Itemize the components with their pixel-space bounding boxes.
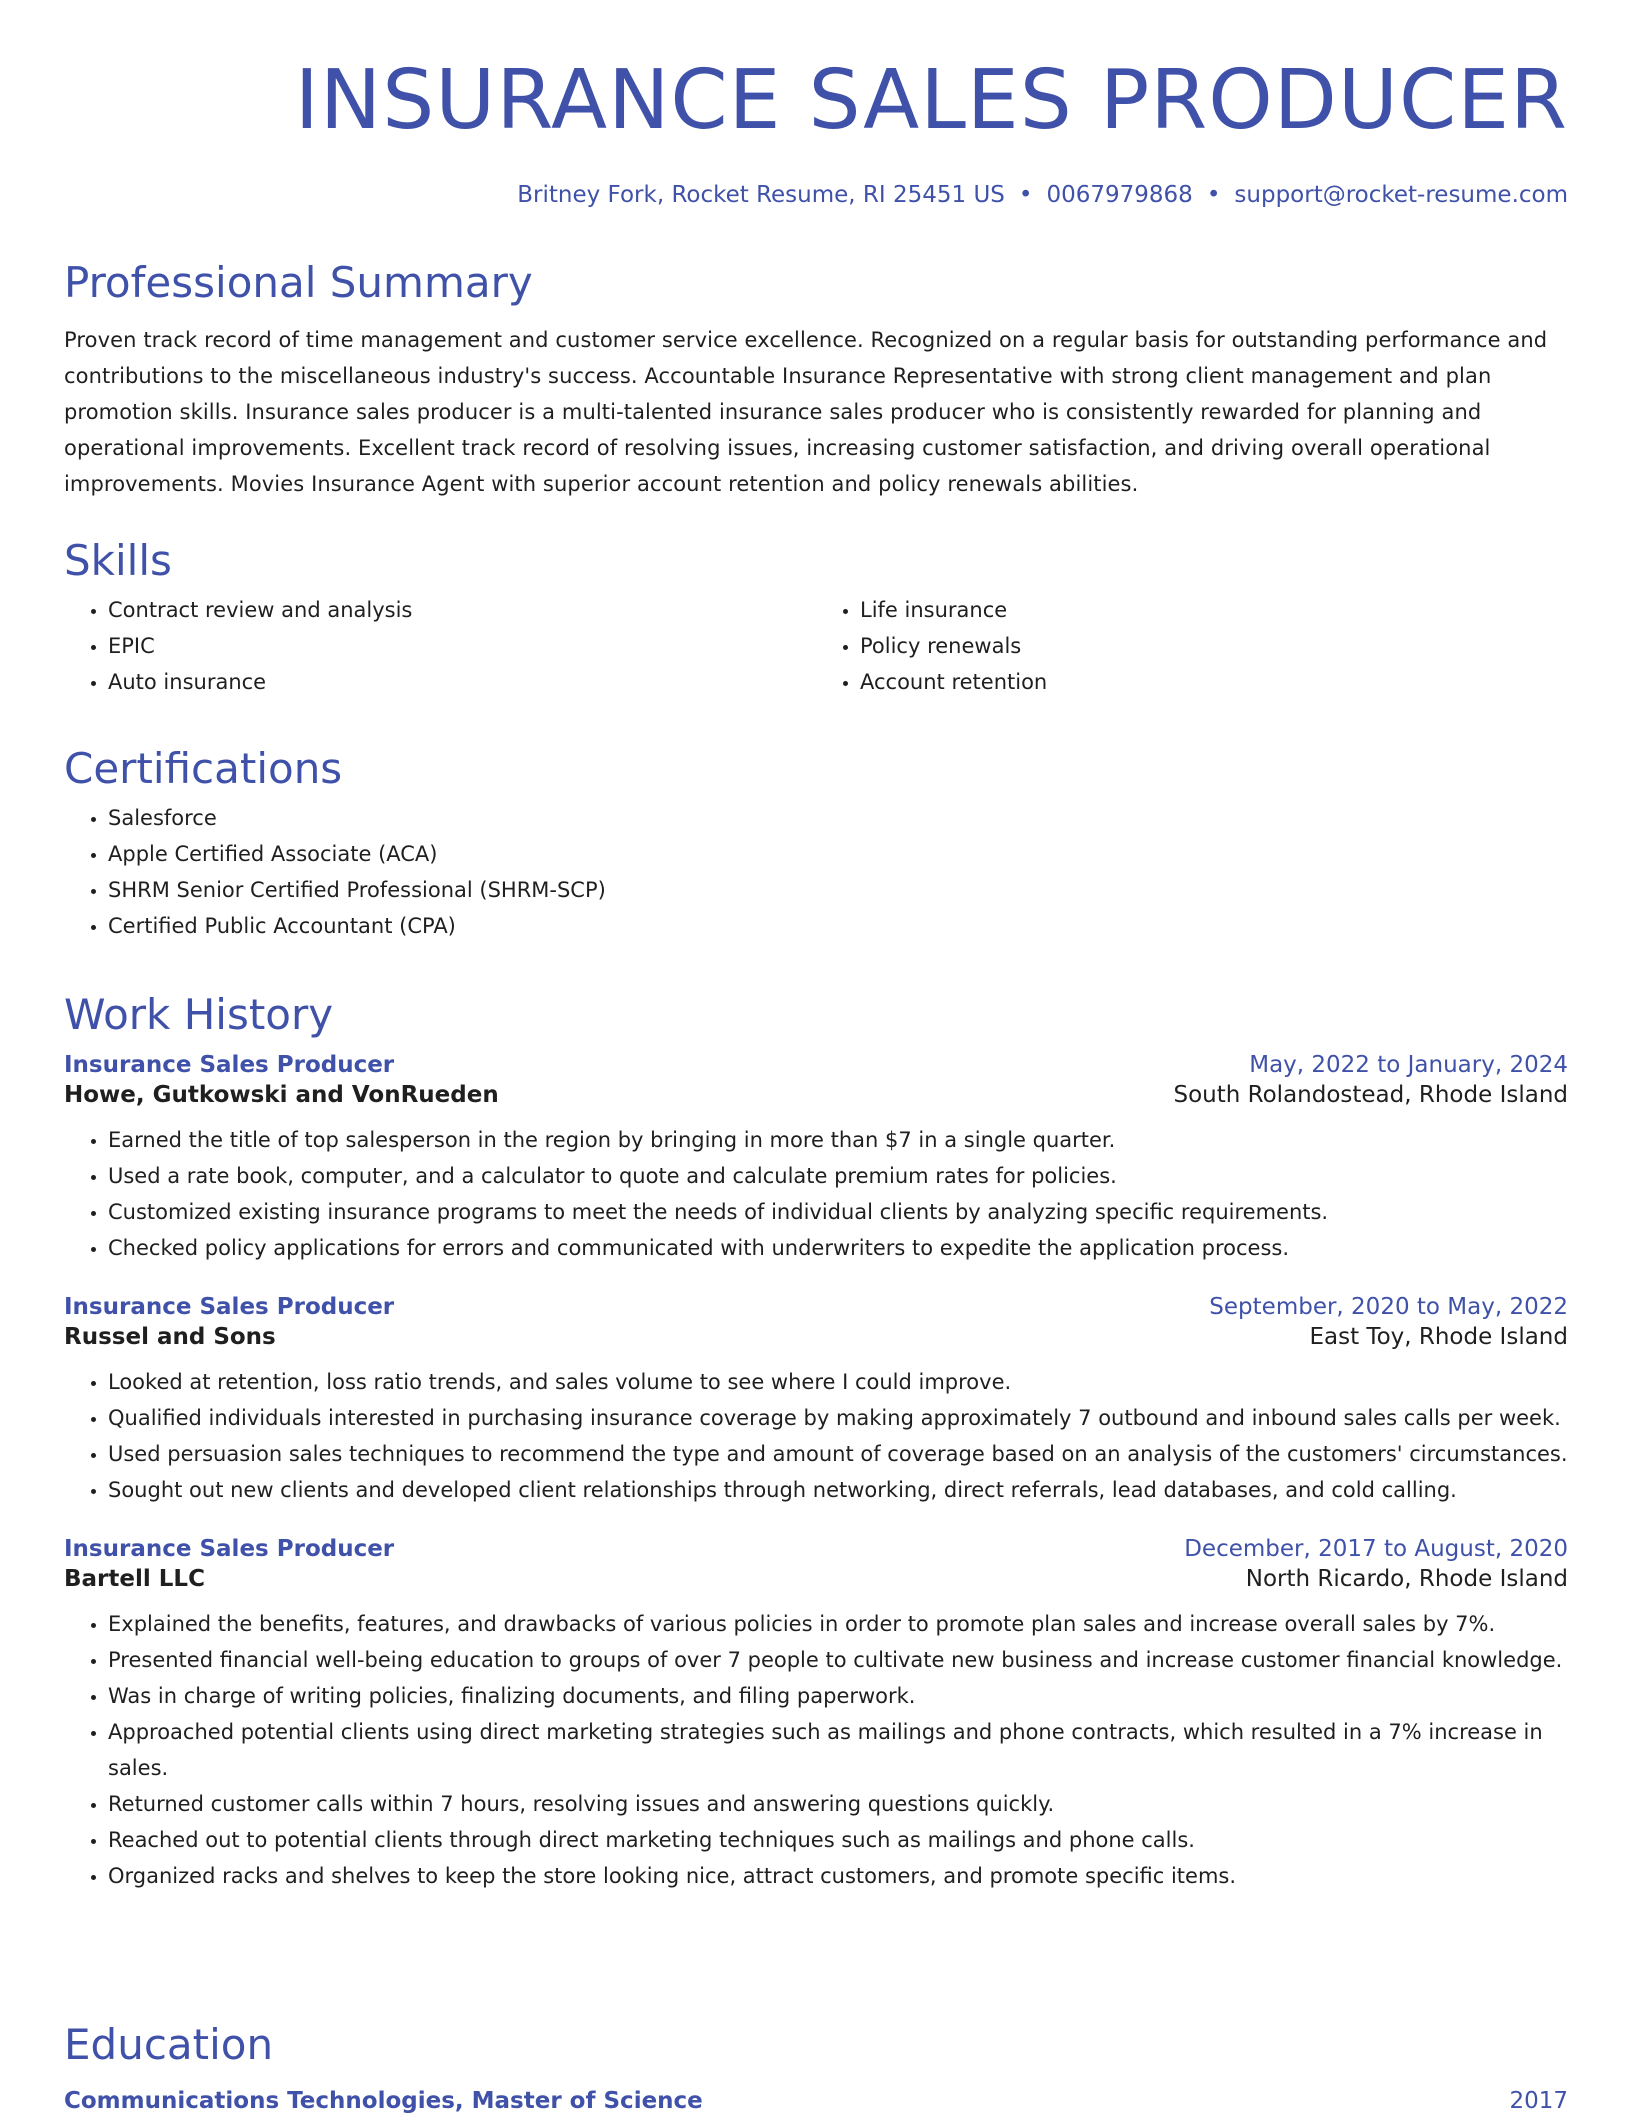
skill-item: • Contract review and analysis [108,592,816,628]
job-bullet: • Was in charge of writing policies, finalizing documents, and filing paperwork. [108,1678,1568,1714]
contact-separator: • [1206,182,1221,208]
job-bullets [64,1122,1568,1266]
job-bullet: • Used a rate book, computer, and a calculator to quote and calculate premium rates for policies. [108,1158,1568,1194]
certification-item: • SHRM Senior Certified Professional (SHRM-SCP) [108,872,1568,908]
skill-item: • Life insurance [860,592,1568,628]
certifications-heading: Certifications [64,744,343,793]
certifications-list [64,800,1568,944]
contact-separator: • [1018,182,1033,208]
job-bullet: • Sought out new clients and developed client relationships through networking, direct referrals, lead databases, and cold calling. [108,1472,1568,1508]
job-title: Insurance Sales Producer [64,1294,395,1321]
skill-item: • EPIC [108,628,816,664]
job-title: Insurance Sales Producer [64,1536,395,1563]
education-degree: Communications Technologies, Master of Science [64,2088,703,2114]
job-bullet: • Qualified individuals interested in purchasing insurance coverage by making approximately 7 outbound and inbound sales calls per week. [108,1400,1568,1436]
job-company: Russel and Sons [64,1324,276,1351]
skills-section [64,536,1568,700]
job-subheader [64,1324,1568,1350]
summary-section [64,258,1568,502]
education-heading: Education [64,2020,274,2069]
certifications-section [64,744,1568,944]
job-location: East Toy, Rhode Island [1309,1324,1568,1351]
job-title: Insurance Sales Producer [64,1052,395,1079]
job-bullet: • Customized existing insurance programs to meet the needs of individual clients by analyzing specific requirements. [108,1194,1568,1230]
skills-list-left [64,592,816,700]
job-bullet: • Checked policy applications for errors and communicated with underwriters to expedite the application process. [108,1230,1568,1266]
skill-item: • Policy renewals [860,628,1568,664]
job-entry [64,1294,1568,1508]
job-bullet: • Earned the title of top salesperson in the region by bringing in more than $7 in a single quarter. [108,1122,1568,1158]
summary-text: Proven track record of time management and customer service excellence. Recognized on a regular basis for outstanding performance and contributions to the miscellaneous industry's success. Accountable Insurance Representative with strong client management and plan promotion skills. Insurance sales producer is a multi-talented insurance sales producer who is consistently rewarded for planning and operational improvements. Excellent track record of resolving issues, increasing customer satisfaction, and driving overall operational improvements. Movies Insurance Agent with superior account retention and policy renewals abilities. [64,328,1548,497]
job-entry [64,1052,1568,1266]
certification-item: • Certified Public Accountant (CPA) [108,908,1568,944]
education-year: 2017 [1509,2088,1568,2114]
summary-heading: Professional Summary [64,258,533,307]
job-bullet: • Used persuasion sales techniques to recommend the type and amount of coverage based on an analysis of the customers' circumstances. [108,1436,1568,1472]
skill-item: • Auto insurance [108,664,816,700]
job-dates: September, 2020 to May, 2022 [1209,1294,1568,1321]
contact-phone[interactable]: 0067979868 [1046,182,1193,208]
job-subheader [64,1082,1568,1108]
contact-line [64,182,1568,208]
certification-item: • Apple Certified Associate (ACA) [108,836,1568,872]
skills-grid [64,592,1568,700]
job-bullet: • Presented financial well-being education to groups of over 7 people to cultivate new business and increase customer financial knowledge. [108,1642,1568,1678]
contact-email[interactable]: support@rocket-resume.com [1234,182,1568,208]
education-entry [64,2088,1568,2114]
job-header [64,1294,1568,1320]
job-bullet: • Approached potential clients using direct marketing strategies such as mailings and phone contracts, which resulted in a 7% increase in sales. [108,1714,1568,1786]
skills-list-right [816,592,1568,700]
job-company: Bartell LLC [64,1566,205,1593]
skill-item: • Account retention [860,664,1568,700]
job-bullet: • Returned customer calls within 7 hours, resolving issues and answering questions quickly. [108,1786,1568,1822]
skills-heading: Skills [64,536,172,585]
contact-address: Britney Fork, Rocket Resume, RI 25451 US [517,182,1005,208]
job-header [64,1536,1568,1562]
job-bullets [64,1364,1568,1508]
work-history-heading: Work History [64,990,334,1039]
job-bullet: • Explained the benefits, features, and drawbacks of various policies in order to promote plan sales and increase overall sales by 7%. [108,1606,1568,1642]
education-section [64,2020,1568,2114]
job-header [64,1052,1568,1078]
job-bullet: • Reached out to potential clients through direct marketing techniques such as mailings and phone calls. [108,1822,1568,1858]
job-location: North Ricardo, Rhode Island [1245,1566,1568,1593]
work-history-section [64,990,1568,1894]
job-bullets [64,1606,1568,1894]
resume-header [64,0,1568,208]
page-title: INSURANCE SALES PRODUCER [294,53,1568,148]
job-bullet: • Looked at retention, loss ratio trends, and sales volume to see where I could improve. [108,1364,1568,1400]
certification-item: • Salesforce [108,800,1568,836]
job-dates: May, 2022 to January, 2024 [1249,1052,1568,1079]
job-entry [64,1536,1568,1894]
job-dates: December, 2017 to August, 2020 [1184,1536,1568,1563]
job-subheader [64,1566,1568,1592]
job-company: Howe, Gutkowski and VonRueden [64,1082,499,1109]
job-bullet: • Organized racks and shelves to keep the store looking nice, attract customers, and promote specific items. [108,1858,1568,1894]
job-location: South Rolandostead, Rhode Island [1173,1082,1568,1109]
